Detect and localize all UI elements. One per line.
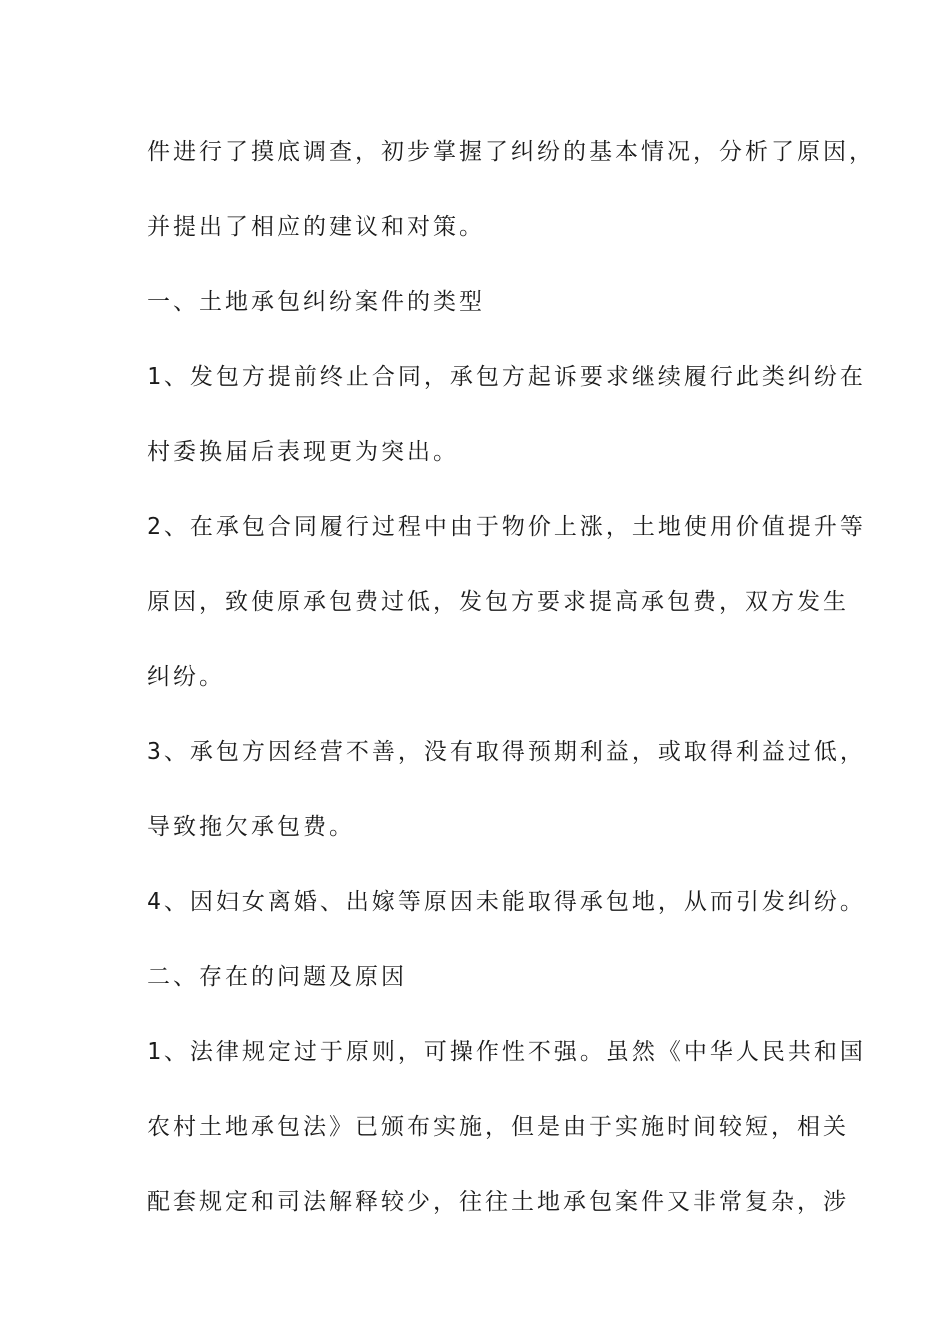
section-heading: 一、土地承包纠纷案件的类型 xyxy=(147,289,485,315)
text-line: 原因，致使原承包费过低，发包方要求提高承包费，双方发生 xyxy=(147,589,849,615)
text-line: 1、发包方提前终止合同，承包方起诉要求继续履行此类纠纷在 xyxy=(147,364,866,390)
text-line: 并提出了相应的建议和对策。 xyxy=(147,214,485,240)
text-line: 导致拖欠承包费。 xyxy=(147,814,355,840)
text-line: 村委换届后表现更为突出。 xyxy=(147,439,459,465)
text-line: 农村土地承包法》已颁布实施，但是由于实施时间较短，相关 xyxy=(147,1114,849,1140)
section-heading: 二、存在的问题及原因 xyxy=(147,964,407,990)
text-line: 纠纷。 xyxy=(147,664,225,690)
text-line: 4、因妇女离婚、出嫁等原因未能取得承包地，从而引发纠纷。 xyxy=(147,889,866,915)
text-line: 配套规定和司法解释较少，往往土地承包案件又非常复杂，涉 xyxy=(147,1189,849,1215)
text-line: 1、法律规定过于原则，可操作性不强。虽然《中华人民共和国 xyxy=(147,1039,866,1065)
text-line: 3、承包方因经营不善，没有取得预期利益，或取得利益过低， xyxy=(147,739,866,765)
text-line: 2、在承包合同履行过程中由于物价上涨，土地使用价值提升等 xyxy=(147,514,866,540)
text-line: 件进行了摸底调查，初步掌握了纠纷的基本情况，分析了原因， xyxy=(147,139,875,165)
